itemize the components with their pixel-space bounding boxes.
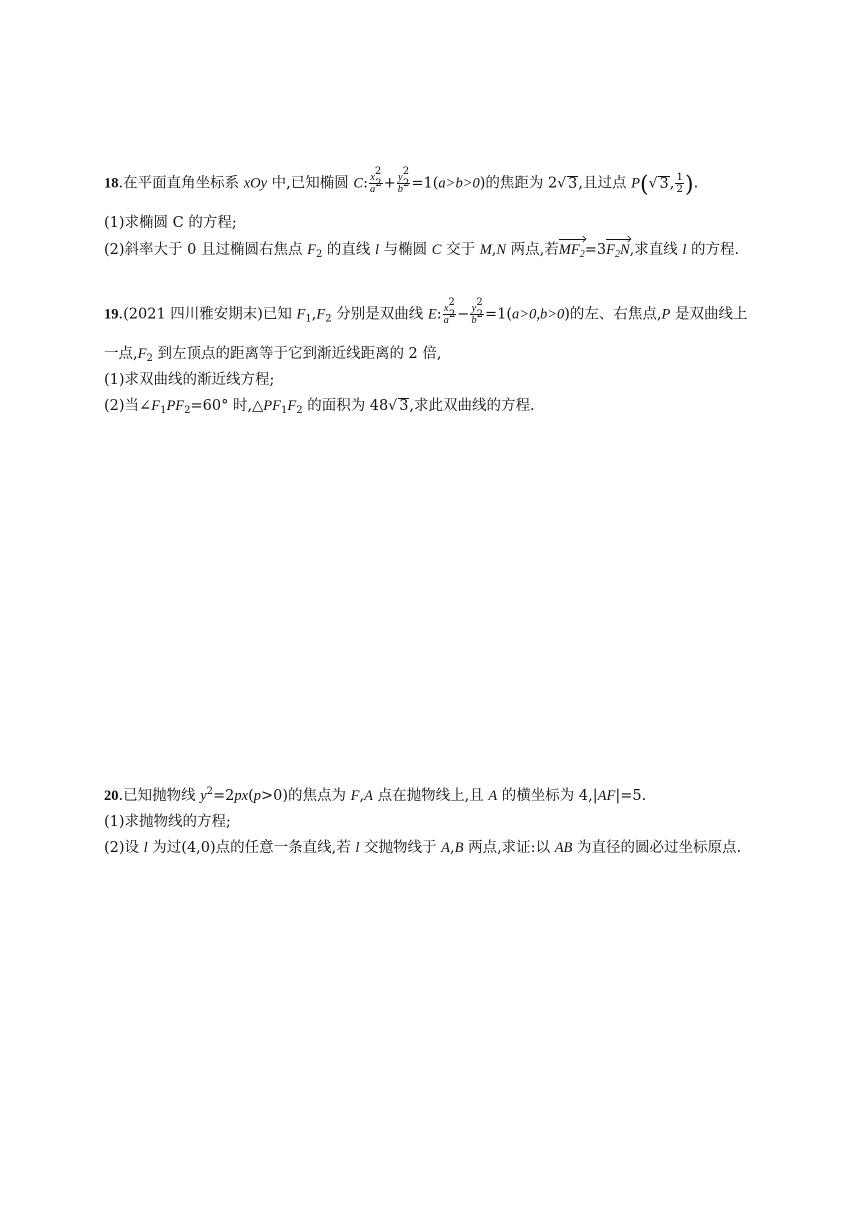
q18-number: 18 — [104, 175, 119, 192]
q20-line1: 20.已知抛物线 $y^2=2px(p>0)$的焦点为 F,A 点在抛物线上,且 A 的横坐标为 4,|AF|=5. — [104, 786, 647, 804]
fraction-half: $\frac{1}{2}$ — [676, 171, 684, 195]
sqrt-symbol: √ — [557, 175, 567, 192]
q19-part1: (1)求双曲线的渐近线方程; — [104, 372, 275, 388]
fraction-y2-b2: $\frac{y^2}{b^2}$ — [397, 166, 410, 195]
q19-part2: (2)当$\angle F_1PF_2=60^\circ$ 时$,\triangle PF_1F_2$ 的面积为 48√ 3,求此双曲线的方程. — [104, 398, 535, 416]
q18-part2: (2)斜率大于 0 且过椭圆右焦点 $F_2$ 的直线 l 与椭圆 C 交于 M,N 两点,若$MF_2=3F_2N$,求直线 l 的方程. — [104, 242, 740, 260]
fraction-x2-a2: $\frac{x^2}{a^2}$ — [443, 297, 456, 326]
q20-number: 20 — [104, 788, 119, 804]
q19-line2: 一点$,F_2$ 到左顶点的距离等于它到渐近线距离的 2 倍, — [104, 346, 442, 364]
vector-MF2: $MF_2$ — [558, 242, 585, 260]
q19-line1: 19.(2021 四川雅安期末)已知 $F_1,F_2$ 分别是双曲线 E: $\frac{x^2}{a^2}$ − $\frac{y^2}{b^2}$ =1(a>0,b>0)的左、右焦点,P 是双曲线上 — [104, 297, 748, 326]
q19-number: 19 — [104, 306, 119, 323]
q18-line1: 18.在平面直角坐标系 xOy 中,已知椭圆 C: $\frac{x^2}{a^2}$ + $\frac{y^2}{b^2}$ =1(a>b>0)的焦距为 2√ 3,且过点 P(√ 3, $\frac{1}{2}$ ). — [104, 166, 699, 198]
vector-F2N: $F_2N$ — [606, 242, 630, 260]
q20-part1: (1)求抛物线的方程; — [104, 814, 231, 830]
fraction-x2-a2: $\frac{x^2}{a^2}$ — [369, 166, 382, 195]
q20-part2: (2)设 l 为过(4,0)点的任意一条直线,若 l 交抛物线于 A,B 两点,求证:以 AB 为直径的圆必过坐标原点. — [104, 840, 742, 856]
fraction-y2-b2: $\frac{y^2}{b^2}$ — [471, 297, 483, 326]
q18-part1: (1)求椭圆 C 的方程; — [104, 215, 237, 231]
